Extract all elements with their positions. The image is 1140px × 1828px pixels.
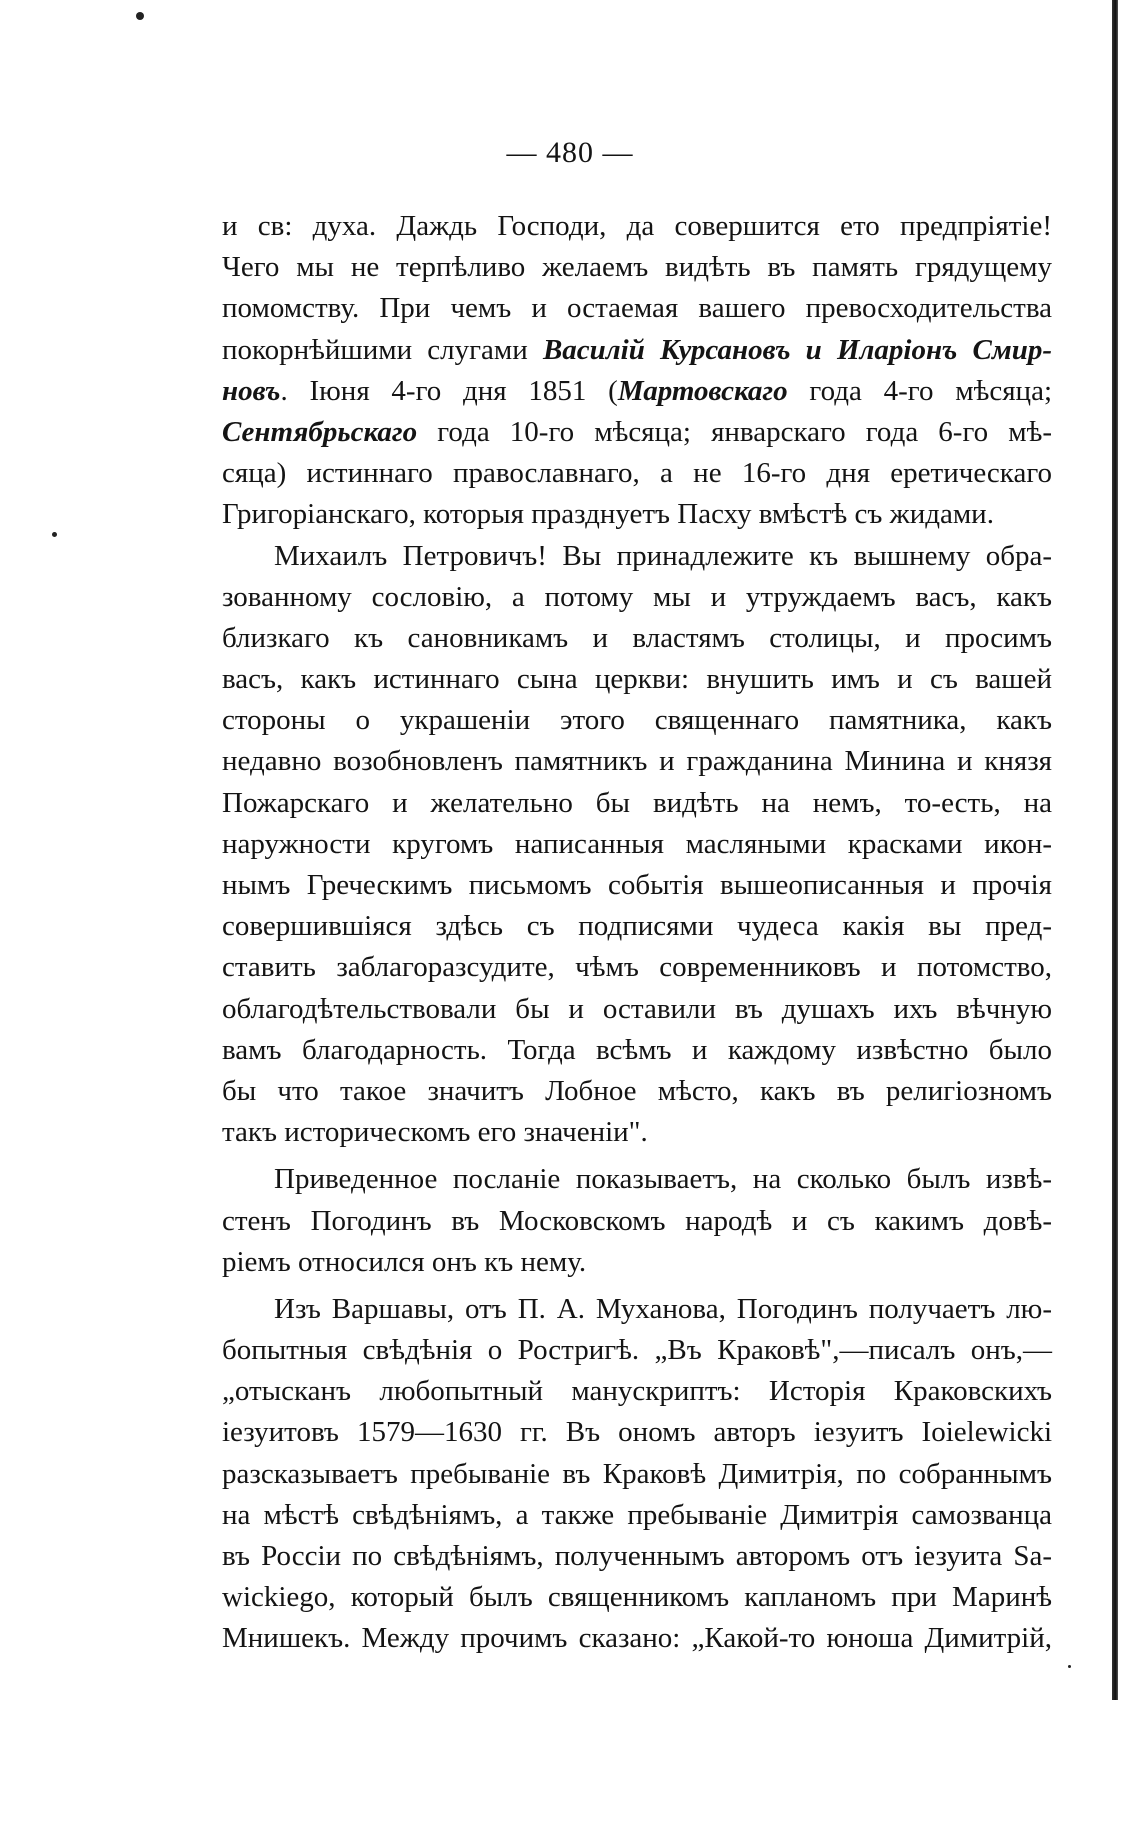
text-line: „отысканъ любопытный манускриптъ: Исторія Краковскихъ	[222, 1375, 1052, 1408]
text-line: іезуитовъ 1579—1630 гг. Въ ономъ авторъ іезуитъ Ioielewicki	[222, 1416, 1052, 1449]
text-body	[222, 206, 1052, 1660]
text-line: близкаго къ сановникамъ и властямъ столицы, и просимъ	[222, 621, 1052, 654]
italic-calendar: Мартовскаго	[617, 374, 788, 407]
text-line: вамъ благодарность. Тогда всѣмъ и каждому извѣстно было	[222, 1033, 1052, 1066]
text-line: и св: духа. Даждь Господи, да совершится ето предпріятіе!	[222, 210, 1052, 242]
line-suffix: года 4-го мѣсяца;	[787, 374, 1052, 407]
text-line: совершившіяся здѣсь съ подписями чудеса какія вы пред-	[222, 910, 1052, 943]
text-line: ріемъ относился онъ къ нему.	[222, 1245, 587, 1278]
text-line: Изъ Варшавы, отъ П. А. Муханова, Погодинъ получаетъ лю-	[274, 1292, 1052, 1325]
text-line: бы что такое значитъ Лобное мѣсто, какъ въ религіозномъ	[222, 1074, 1052, 1107]
text-line: Михаилъ Петровичъ! Вы принадлежите къ вышнему обра-	[274, 539, 1052, 572]
paragraph	[222, 206, 1052, 536]
scan-speck	[136, 12, 144, 20]
text-line: Пожарскаго и желательно бы видѣть на немъ, то-есть, на	[222, 786, 1052, 819]
line-prefix: покорнѣйшими слугами	[222, 333, 543, 366]
text-line: ставить заблагоразсудите, чѣмъ современниковъ и потомство,	[222, 951, 1052, 984]
text-line-with-names	[222, 330, 1052, 371]
text-line: стенъ Погодинъ въ Московскомъ народѣ и съ какимъ довѣ-	[222, 1204, 1052, 1237]
text-line: недавно возобновленъ памятникъ и гражданина Минина и князя	[222, 745, 1052, 778]
text-line: помомству. При чемъ и остаемая вашего превосходительства	[222, 292, 1052, 325]
text-line: въ Россіи по свѣдѣніямъ, полученнымъ авторомъ отъ іезуита Sa-	[222, 1540, 1052, 1572]
text-line: wickiego, который былъ священникомъ капланомъ при Маринѣ	[222, 1581, 1052, 1614]
paragraph	[222, 1289, 1052, 1660]
text-line: бопытныя свѣдѣнія о Ростригѣ. „Въ Краковѣ",—писалъ онъ,—	[222, 1334, 1052, 1367]
page-edge-shadow	[1112, 0, 1118, 1700]
italic-names: Василій Курсановъ и Иларіонъ Смир-	[542, 333, 1052, 366]
scan-speck	[52, 532, 57, 537]
text-line-with-names	[222, 412, 1052, 453]
text-line: сяца) истиннаго православнаго, а не 16-го дня еретическаго	[222, 457, 1052, 490]
text-line: облагодѣтельствовали бы и оставили въ душахъ ихъ вѣчную	[222, 992, 1052, 1025]
text-line: нымъ Греческимъ письмомъ событія вышеописанныя и прочія	[222, 869, 1052, 901]
text-line: такъ историческомъ его значеніи".	[222, 1116, 648, 1149]
paragraph	[222, 1159, 1052, 1283]
line-mid: . Іюня 4-го дня 1851 (	[280, 374, 618, 407]
text-line: Мнишекъ. Между прочимъ сказано: „Какой-то юноша Димитрій,	[222, 1622, 1052, 1655]
text-line: васъ, какъ истиннаго сына церкви: внушить имъ и съ вашей	[222, 663, 1052, 696]
text-line: Чего мы не терпѣливо желаемъ видѣть въ память грядущему	[222, 251, 1052, 284]
italic-calendar: Сентябрьскаго	[222, 415, 418, 448]
text-line: Приведенное посланіе показываетъ, на сколько былъ извѣ-	[274, 1163, 1052, 1196]
text-line: зованному сословію, а потому мы и утруждаемъ васъ, какъ	[222, 580, 1052, 613]
text-line: на мѣстѣ свѣдѣніямъ, а также пребываніе Димитрія самозванца	[222, 1498, 1052, 1531]
page-number: — 480 —	[506, 136, 634, 169]
text-line: разсказываетъ пребываніе въ Краковѣ Димитрія, по собраннымъ	[222, 1457, 1052, 1490]
text-line: наружности кругомъ написанныя масляными красками икон-	[222, 827, 1052, 860]
paragraph	[222, 536, 1052, 1154]
text-line-with-names	[222, 371, 1052, 412]
text-line: стороны о украшеніи этого священнаго памятника, какъ	[222, 704, 1052, 737]
line-suffix: года 10-го мѣсяца; январскаго года 6-го мѣ-	[417, 415, 1052, 448]
italic-name: новъ	[222, 374, 281, 407]
scan-speck	[1068, 1665, 1071, 1668]
text-line: Григоріанскаго, которыя празднуетъ Пасху вмѣстѣ съ жидами.	[222, 498, 994, 531]
